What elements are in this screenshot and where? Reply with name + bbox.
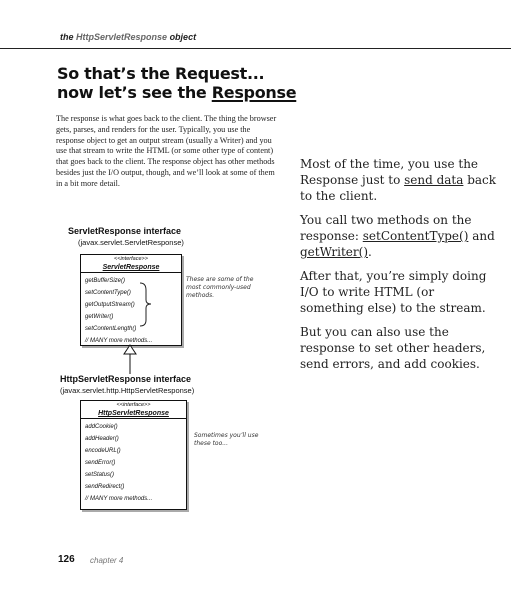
servlet-response-package: (javax.servlet.ServletResponse) — [78, 238, 184, 247]
header-prefix: the — [60, 32, 74, 42]
header-rule — [0, 48, 511, 49]
method-item: getWriter() — [85, 314, 114, 320]
method-item: setContentType() — [85, 290, 131, 296]
sidebar-p2-b: . — [368, 245, 372, 259]
http-response-title: HttpServletResponse interface — [60, 374, 192, 384]
sidebar-p2 — [300, 212, 500, 260]
page-title — [57, 64, 296, 102]
servlet-response-header — [81, 255, 181, 273]
title-line2 — [57, 83, 296, 102]
servlet-response-methods — [81, 273, 181, 349]
header-suffix: object — [169, 32, 197, 42]
sidebar-p2-u1: setContentType() — [362, 229, 469, 243]
header-highlight: HttpServletResponse — [76, 32, 168, 42]
sidebar-p4: But you can also use the response to set other headers, send errors, and add cookies. — [300, 325, 486, 371]
http-response-package: (javax.servlet.http.HttpServletResponse) — [60, 386, 195, 395]
running-header — [60, 32, 196, 42]
http-response-methods — [81, 419, 186, 507]
sidebar-p3: After that, you’re simply doing I/O to write HTML (or something else) to the stream. — [300, 269, 487, 315]
title-line1: So that’s the Request... — [57, 64, 265, 83]
method-item: // MANY more methods... — [85, 496, 153, 502]
body-paragraph: The response is what goes back to the client. The thing the browser gets, parses, and renders for the user. Typically, you use the response object to get an output stream (usually a Writer) and you use that stream to write the HTML (or some other type of content) that goes back to the client. The response object has other methods besides just the I/O output, though, and we’ll look at some of them in a bit more detail. — [56, 114, 277, 188]
method-item: setContentLength() — [85, 326, 137, 332]
http-response-header — [81, 401, 186, 419]
servlet-response-note: These are some of the most commonly-used methods. — [186, 276, 254, 299]
method-brace-icon — [136, 280, 156, 330]
sidebar-p1-u: send data — [404, 173, 464, 187]
method-item: setStatus() — [85, 472, 115, 478]
method-item: getOutputStream() — [85, 302, 135, 308]
sidebar-p2-mid: and — [468, 229, 495, 243]
method-item: getBufferSize() — [85, 278, 126, 284]
title-line2-emph: Response — [211, 83, 297, 102]
http-response-note: Sometimes you’ll use these too... — [194, 432, 259, 447]
sidebar-p2-u2: getWriter() — [300, 245, 368, 259]
sidebar-p2-a: You call two methods on the response: — [300, 213, 472, 243]
sidebar-p1 — [300, 156, 500, 204]
servlet-response-box — [80, 254, 182, 346]
method-item: sendError() — [85, 460, 116, 466]
http-response-name: HttpServletResponse — [98, 410, 169, 417]
method-item: addHeader() — [85, 436, 119, 442]
servlet-response-stereotype: <<interface>> — [114, 256, 148, 262]
http-response-box — [80, 400, 187, 510]
sidebar-p1-b: back to the client. — [300, 173, 497, 203]
servlet-response-name: ServletResponse — [102, 264, 160, 271]
http-response-stereotype: <<interface>> — [116, 402, 151, 408]
method-item: // MANY more methods... — [85, 338, 153, 344]
method-item: addCookie() — [85, 424, 118, 430]
sidebar-p1-a: Most of the time, you use the Response just to — [300, 157, 479, 187]
method-item: encodeURL() — [85, 448, 121, 454]
chapter-label: chapter 4 — [90, 556, 124, 565]
title-line2-prefix: now let’s see the — [57, 83, 212, 102]
method-item: sendRedirect() — [85, 484, 125, 490]
page-number: 126 — [58, 554, 75, 565]
servlet-response-title: ServletResponse interface — [68, 226, 182, 236]
inheritance-arrow-icon — [120, 344, 140, 374]
